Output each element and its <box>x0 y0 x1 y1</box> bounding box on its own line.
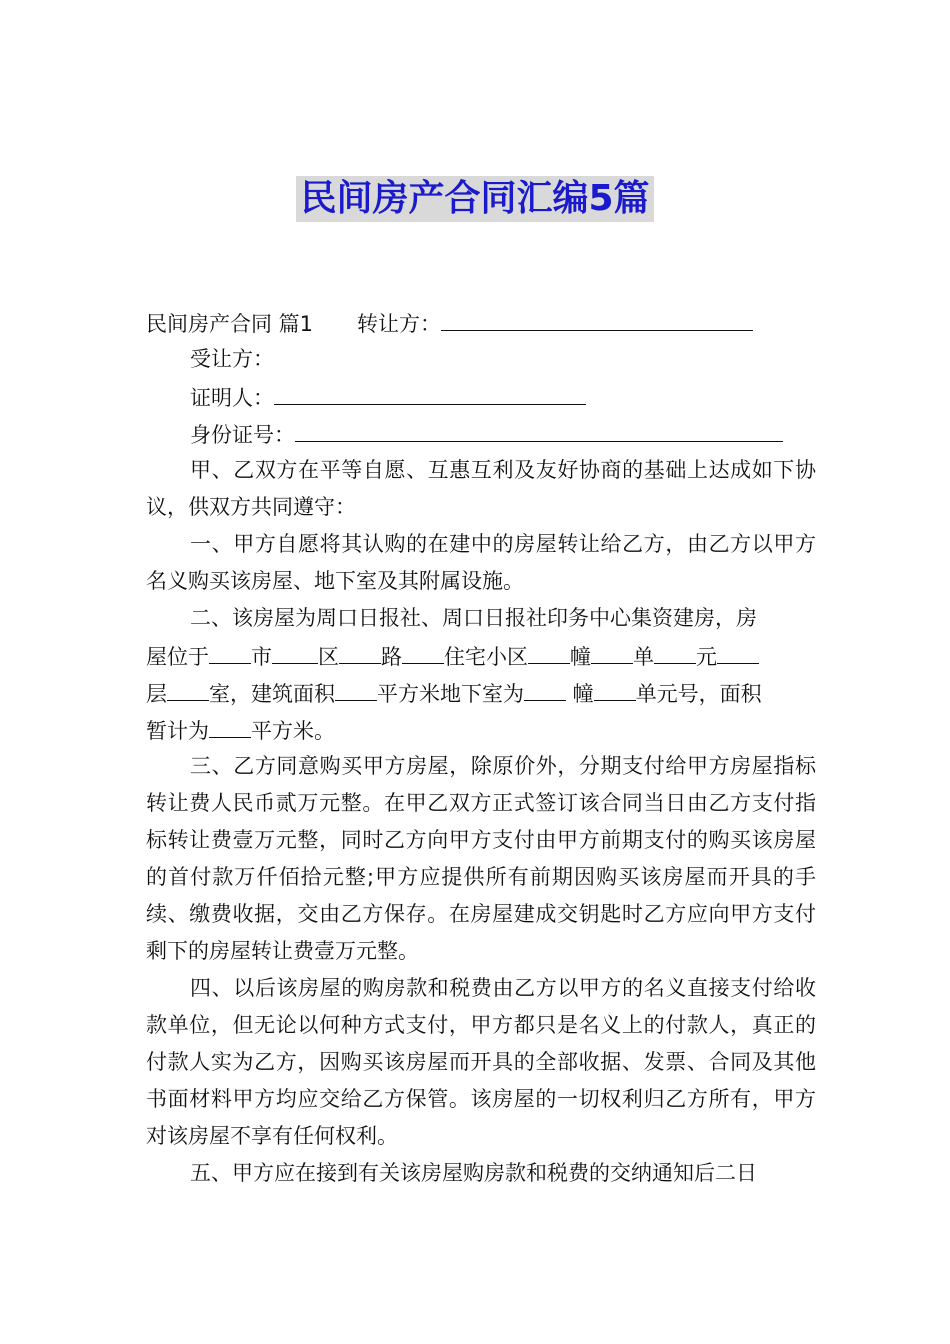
clause-2-text: 幢 <box>566 682 594 706</box>
transferee-line <box>146 341 816 378</box>
id-blank <box>295 415 783 442</box>
section-heading: 民间房产合同 篇1 <box>146 312 314 336</box>
clause-2-text: 屋位于 <box>146 645 209 669</box>
clause-2-text: 层 <box>146 682 167 706</box>
title-container <box>0 176 950 222</box>
id-label: 身份证号： <box>190 423 295 447</box>
document-title: 民间房产合同汇编5篇 <box>296 176 653 222</box>
transferor-blank <box>441 304 753 331</box>
clause-2-text: 平方米。 <box>251 719 335 743</box>
clause-2-text: 平方米地下室为 <box>377 682 524 706</box>
clause-2 <box>146 600 816 748</box>
transferee-label: 受让方： <box>190 347 274 371</box>
fill-blank <box>209 637 251 664</box>
fill-blank <box>594 674 636 701</box>
intro-paragraph: 甲、乙双方在平等自愿、互惠互利及友好协商的基础上达成如下协议，供双方共同遵守： <box>146 458 816 519</box>
clause-2-text: 路 <box>381 645 402 669</box>
fill-blank <box>335 674 377 701</box>
header-line <box>146 304 816 341</box>
document-body <box>146 304 816 1192</box>
fill-blank <box>167 674 209 701</box>
clause-2-text: 单元号，面积 <box>635 682 762 706</box>
fill-blank <box>591 637 633 664</box>
fill-blank <box>717 637 759 664</box>
clause-5: 五、甲方应在接到有关该房屋购房款和税费的交纳通知后二日 <box>190 1161 757 1185</box>
transferor-label: 转让方： <box>357 312 442 336</box>
clause-2-line-4 <box>146 711 816 748</box>
clause-2-line-2 <box>146 637 816 674</box>
clause-2-text: 元 <box>696 645 717 669</box>
clause-2-text: 暂计为 <box>146 719 209 743</box>
id-line <box>146 415 816 452</box>
witness-line <box>146 378 816 415</box>
clause-2-text: 单 <box>633 645 654 669</box>
clause-1: 一、甲方自愿将其认购的在建中的房屋转让给乙方，由乙方以甲方名义购买该房屋、地下室及其附属设施。 <box>146 532 816 593</box>
witness-blank <box>274 378 586 405</box>
clause-2-text: 市 <box>251 645 272 669</box>
clause-3: 三、乙方同意购买甲方房屋，除原价外，分期支付给甲方房屋指标转让费人民币贰万元整。在甲乙双方正式签订该合同当日由乙方支付指标转让费壹万元整，同时乙方向甲方支付由甲方前期支付的购买该房屋的首付款万仟佰拾元整;甲方应提供所有前期因购买该房屋而开具的手续、缴费收据，交由乙方保存。在房屋建成交钥匙时乙方应向甲方支付剩下的房屋转让费壹万元整。 <box>146 754 816 963</box>
clause-4: 四、以后该房屋的购房款和税费由乙方以甲方的名义直接支付给收款单位，但无论以何种方式支付，甲方都只是名义上的付款人，真正的付款人实为乙方，因购买该房屋而开具的全部收据、发票、合同及其他书面材料甲方均应交给乙方保管。该房屋的一切权利归乙方所有，甲方对该房屋不享有任何权利。 <box>146 976 816 1148</box>
fill-blank <box>339 637 381 664</box>
fill-blank <box>524 674 566 701</box>
clause-2-text: 室，建筑面积 <box>209 682 335 706</box>
fill-blank <box>654 637 696 664</box>
fill-blank <box>402 637 444 664</box>
witness-label: 证明人： <box>190 386 274 410</box>
clause-2-text: 幢 <box>570 645 591 669</box>
clause-2-line-3 <box>146 674 816 711</box>
fill-blank <box>528 637 570 664</box>
clause-2-text: 住宅小区 <box>444 645 528 669</box>
clause-2-text: 区 <box>318 645 339 669</box>
clause-2-line-1: 二、该房屋为周口日报社、周口日报社印务中心集资建房，房 <box>190 606 757 630</box>
fill-blank <box>272 637 318 664</box>
fill-blank <box>209 711 251 738</box>
